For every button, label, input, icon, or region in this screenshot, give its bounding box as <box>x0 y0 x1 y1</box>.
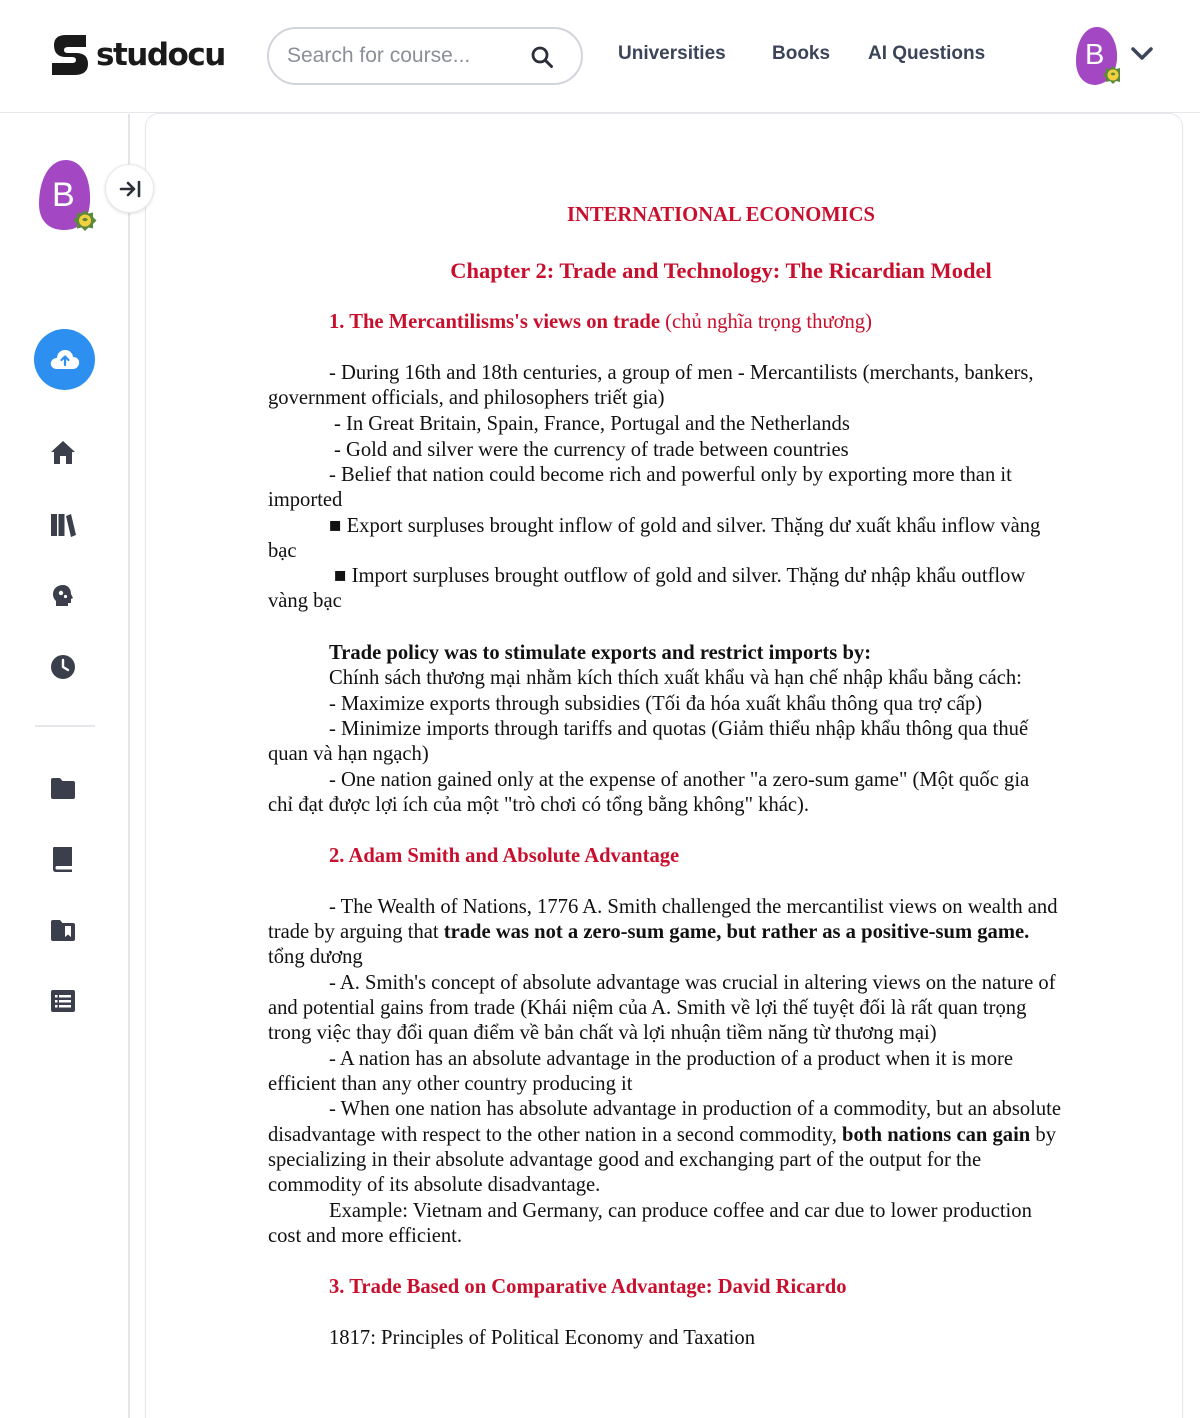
doc-line: - Gold and silver were the currency of trade between countries <box>334 439 849 461</box>
sidebar-item-courses[interactable] <box>47 843 79 875</box>
doc-line: tổng dương <box>268 946 363 968</box>
avatar-letter: B <box>52 176 75 214</box>
ai-brain-icon <box>48 581 78 611</box>
doc-line: trade by arguing that trade was not a zero-sum game, but rather as a positive-sum game. <box>268 921 1030 943</box>
doc-line: - Minimize imports through tariffs and quotas (Giảm thiểu nhập khẩu thông qua thuế <box>329 718 1029 740</box>
doc-line: Example: Vietnam and Germany, can produce coffee and car due to lower production <box>329 1200 1032 1222</box>
doc-line: efficient than any other country producing it <box>268 1073 633 1095</box>
search-box[interactable] <box>267 27 583 85</box>
collapse-sidebar-button[interactable] <box>105 164 154 213</box>
sidebar-item-library[interactable] <box>47 509 79 541</box>
doc-line: commodity of its absolute disadvantage. <box>268 1174 601 1196</box>
sidebar-item-lists[interactable] <box>47 985 79 1017</box>
doc-line: - One nation gained only at the expense of another "a zero-sum game" (Một quốc gia <box>329 769 1030 791</box>
section-3-heading: 3. Trade Based on Comparative Advantage: David Ricardo <box>329 1276 847 1298</box>
nav-universities[interactable]: Universities <box>618 43 726 64</box>
sidebar <box>0 114 130 1418</box>
doc-line: cost and more efficient. <box>268 1225 463 1247</box>
logo-text: studocu <box>96 37 225 73</box>
doc-line: quan và hạn ngạch) <box>268 743 429 765</box>
sidebar-item-saved[interactable] <box>47 914 79 946</box>
sidebar-avatar[interactable] <box>36 158 100 242</box>
doc-line: - During 16th and 18th centuries, a group of men - Mercantilists (merchants, bankers, <box>329 362 1034 384</box>
sidebar-item-folders[interactable] <box>47 772 79 804</box>
studocu-logo[interactable] <box>46 31 225 79</box>
doc-title: INTERNATIONAL ECONOMICS <box>566 204 875 226</box>
search-input[interactable] <box>287 42 517 70</box>
doc-line: - In Great Britain, Spain, France, Portugal and the Netherlands <box>334 413 850 435</box>
avatar-letter: B <box>1085 39 1105 71</box>
doc-line: ■ Export surpluses brought inflow of gold and silver. Thặng dư xuất khẩu inflow vàng <box>329 515 1041 537</box>
doc-chapter: Chapter 2: Trade and Technology: The Ricardian Model <box>450 258 992 283</box>
search-button[interactable] <box>525 40 559 74</box>
sidebar-item-home[interactable] <box>47 437 79 469</box>
section-1-heading: 1. The Mercantilisms's views on trade (chủ nghĩa trọng thương) <box>329 311 872 333</box>
doc-line: ■ Import surpluses brought outflow of gold and silver. Thặng dư nhập khẩu outflow <box>334 565 1026 587</box>
policy-title: Trade policy was to stimulate exports and restrict imports by: <box>329 642 872 664</box>
bookmark-folder-icon <box>48 915 78 945</box>
doc-line: 1817: Principles of Political Economy and Taxation <box>329 1327 756 1349</box>
home-icon <box>48 438 78 468</box>
sidebar-item-recent[interactable] <box>47 651 79 683</box>
user-avatar[interactable] <box>1074 25 1120 85</box>
doc-line: and potential gains from trade (Khái niệm của A. Smith về lợi thế tuyệt đối là rất quan trọng <box>268 997 1027 1019</box>
doc-line: - When one nation has absolute advantage in production of a commodity, but an absolute <box>329 1098 1062 1120</box>
studocu-logo-icon <box>46 31 94 79</box>
library-icon <box>48 510 78 540</box>
section-2-heading: 2. Adam Smith and Absolute Advantage <box>329 845 680 867</box>
doc-line: specializing in their absolute advantage good and exchanging part of the output for the <box>268 1149 982 1171</box>
doc-line: chỉ đạt được lợi ích của một "trò chơi có tổng bằng không" khác). <box>268 794 810 816</box>
chevron-down-icon[interactable] <box>1130 44 1154 64</box>
doc-line: - The Wealth of Nations, 1776 A. Smith challenged the mercantilist views on wealth and <box>329 896 1058 918</box>
doc-line: - Belief that nation could become rich and powerful only by exporting more than it <box>329 464 1012 486</box>
doc-line: bạc <box>268 540 297 562</box>
doc-line: disadvantage with respect to the other nation in a second commodity, both nations can gain by <box>268 1124 1057 1146</box>
doc-line: - A. Smith's concept of absolute advantage was crucial in altering views on the nature of <box>329 972 1056 994</box>
doc-line: imported <box>268 489 343 511</box>
upload-button[interactable] <box>34 329 95 390</box>
folder-icon <box>48 773 78 803</box>
doc-line: vàng bạc <box>268 590 342 612</box>
doc-line: trong việc thay đổi quan điểm về bản chất và lợi nhuận tiềm năng từ thương mại) <box>268 1022 937 1044</box>
doc-line: government officials, and philosophers triết gia) <box>268 387 665 409</box>
top-header <box>0 0 1200 113</box>
nav-books[interactable]: Books <box>772 43 831 64</box>
sidebar-item-ai[interactable] <box>47 580 79 612</box>
list-icon <box>48 986 78 1016</box>
book-icon <box>48 844 78 874</box>
document-viewer[interactable] <box>145 113 1183 1418</box>
sidebar-divider <box>35 725 95 727</box>
clock-icon <box>48 652 78 682</box>
doc-line: - Maximize exports through subsidies (Tối đa hóa xuất khẩu thông qua trợ cấp) <box>329 693 983 715</box>
expand-arrow-icon <box>118 177 142 201</box>
nav-ai-questions[interactable]: AI Questions <box>868 43 986 64</box>
doc-line: - A nation has an absolute advantage in the production of a product when it is more <box>329 1048 1013 1070</box>
doc-line: Chính sách thương mại nhằm kích thích xuất khẩu và hạn chế nhập khẩu bằng cách: <box>329 667 1022 689</box>
search-icon <box>530 45 554 69</box>
cloud-upload-icon <box>48 343 82 377</box>
